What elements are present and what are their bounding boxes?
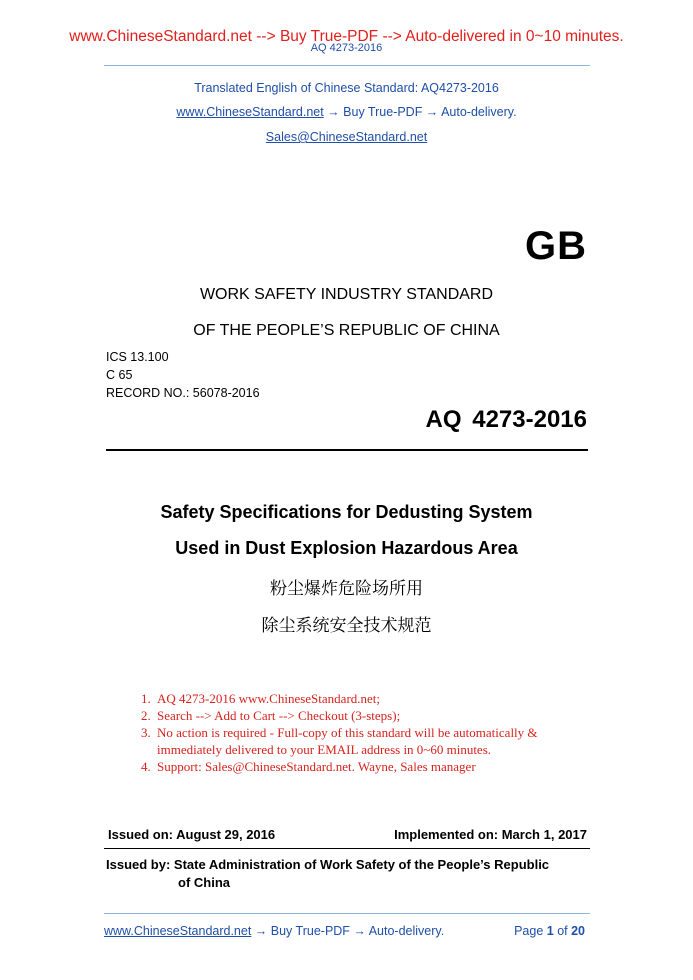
page-indicator: Page 1 of 20 bbox=[514, 924, 585, 938]
standard-number: AQ 4273-2016 bbox=[425, 406, 587, 433]
note-item: 2. Search --> Add to Cart --> Checkout (3-steps); bbox=[141, 708, 401, 723]
issued-on-date: Issued on: August 29, 2016 bbox=[108, 827, 276, 842]
chinese-title-line-1: 粉尘爆炸危险场所用 bbox=[270, 579, 423, 599]
buy-line bbox=[0, 105, 693, 119]
ccs-code: C 65 bbox=[106, 368, 133, 382]
chinese-title-line-2: 除尘系统安全技术规范 bbox=[261, 616, 432, 636]
site-link[interactable]: www.ChineseStandard.net bbox=[176, 105, 324, 119]
running-header-doc-id: AQ 4273-2016 bbox=[310, 42, 383, 54]
note-item: 3. No action is required - Full-copy of this standard will be automatically & bbox=[141, 725, 538, 740]
issue-divider bbox=[104, 848, 590, 849]
english-title-line-1: Safety Specifications for Dedusting System bbox=[160, 502, 533, 522]
english-title-line-2: Used in Dust Explosion Hazardous Area bbox=[175, 538, 518, 558]
footer-buy-line bbox=[104, 924, 444, 938]
note-item: 4. Support: Sales@ChineseStandard.net. Wayne, Sales manager bbox=[141, 759, 476, 774]
standard-type-line-2: OF THE PEOPLE’S REPUBLIC OF CHINA bbox=[193, 322, 500, 339]
note-item: 1. AQ 4273-2016 www.ChineseStandard.net; bbox=[141, 691, 381, 706]
footer-site-link[interactable]: www.ChineseStandard.net bbox=[104, 924, 252, 938]
ics-code: ICS 13.100 bbox=[106, 350, 169, 364]
note-item-continuation: immediately delivered to your EMAIL address in 0~60 minutes. bbox=[157, 742, 492, 757]
issued-by-line-1: Issued by: State Administration of Work Safety of the People’s Republic bbox=[106, 857, 550, 872]
gb-mark: GB bbox=[525, 224, 587, 268]
issued-by-line-2: of China bbox=[178, 875, 230, 890]
implemented-on-date: Implemented on: March 1, 2017 bbox=[394, 827, 587, 842]
record-number: RECORD NO.: 56078-2016 bbox=[106, 386, 260, 400]
translated-notice: Translated English of Chinese Standard: AQ4273-2016 bbox=[194, 81, 499, 95]
total-pages: 20 bbox=[571, 924, 585, 938]
footer-buy-text: → Buy True-PDF → Auto-delivery. bbox=[251, 924, 445, 938]
standard-type-line-1: WORK SAFETY INDUSTRY STANDARD bbox=[199, 286, 494, 303]
purchase-notes bbox=[141, 690, 581, 775]
email-link[interactable]: Sales@ChineseStandard.net bbox=[265, 130, 428, 144]
header-divider bbox=[104, 65, 590, 66]
footer-divider bbox=[104, 913, 590, 914]
email-line bbox=[0, 130, 693, 144]
buy-text: → Buy True-PDF → Auto-delivery. bbox=[323, 105, 517, 119]
promo-banner[interactable]: www.ChineseStandard.net --> Buy True-PDF --> Auto-delivered in 0~10 minutes. bbox=[69, 28, 624, 45]
current-page: 1 bbox=[546, 924, 554, 938]
title-divider bbox=[106, 449, 588, 451]
